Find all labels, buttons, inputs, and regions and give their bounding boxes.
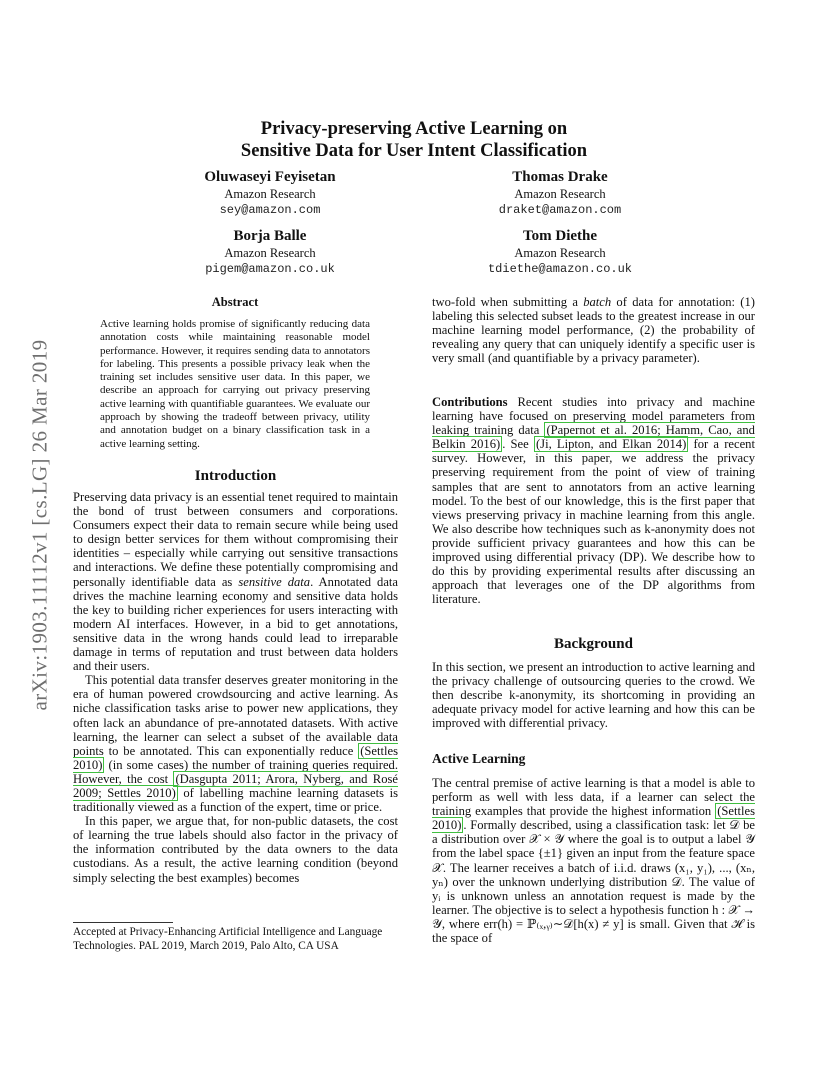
contributions-paragraph	[432, 395, 755, 606]
paragraph: two-fold when submitting a batch of data for annotation: (1) labeling this selected subset leads to the greatest increase in our machine learning model performance, (2) the probability of revealing any query that can uniquely identify a specific user is very small (and quantifiable by a privacy parameter).	[432, 295, 755, 366]
author-name: Borja Balle	[233, 228, 307, 244]
introduction-body	[73, 490, 398, 885]
author-name: Tom Diethe	[522, 228, 598, 244]
paragraph: In this paper, we argue that, for non-public datasets, the cost of learning the true labels should also factor in the privacy of the information contributed by the data owners to the data custodians. As a result, the active learning condition (beyond simply selecting the best examples) becomes	[73, 814, 398, 885]
footnote-rule	[73, 922, 173, 923]
author-email: sey@amazon.com	[219, 203, 321, 217]
author-name: Thomas Drake	[512, 169, 608, 185]
author-block	[435, 227, 685, 277]
arxiv-sidebar	[27, 280, 52, 770]
citation-link[interactable]: (Ji, Lipton, and Elkan 2014)	[535, 437, 687, 452]
author-name: Oluwaseyi Feyisetan	[204, 169, 336, 185]
background-paragraph: In this section, we present an introduction to active learning and the privacy challenge of outsourcing queries to the crowd. We then describe k-anonymity, its shortcoming in providing an adequate privacy model for active learning and how this can be improved with differential privacy.	[432, 660, 755, 731]
abstract-text: Active learning holds promise of significantly reducing data annotation costs while maintaining reasonable model performance. However, it requires sending data to annotators for labeling. This presents a possible privacy leak when the training set includes sensitive user data. In this paper, we describe an approach for carrying out privacy preserving active learning with quantifiable guarantees. We evaluate our approach by showing the tradeoff between privacy, utility and annotation budget on a binary classification task in a active learning setting.	[100, 318, 370, 450]
abstract-heading: Abstract	[211, 295, 259, 309]
citation-link[interactable]: (Dasgupta 2011; Arora, Nyberg, and Rosé 2009; Settles 2010)	[73, 771, 398, 800]
active-learning-paragraph	[432, 776, 755, 945]
background-heading: Background	[554, 636, 633, 652]
author-block	[145, 227, 395, 277]
arxiv-identifier: arXiv:1903.11112v1 [cs.LG] 26 Mar 2019	[27, 339, 52, 711]
author-block	[435, 168, 685, 218]
author-email: pigem@amazon.co.uk	[205, 262, 335, 276]
author-affiliation: Amazon Research	[224, 187, 316, 201]
paper-title	[0, 118, 828, 162]
citation-link[interactable]: (Papernot et al. 2016; Hamm, Cao, and Belkin 2016)	[432, 423, 755, 452]
paragraph: This potential data transfer deserves greater monitoring in the era of human powered crowdsourcing and active learning. As niche classification tasks arise to power new applications, they often lack an abundance of pre-annotated datasets. With active learning, the learner can select a subset of the available data points to be annotated. This can exponentially reduce (Settles 2010) (in some cases) the number of training queries required. However, the cost (Dasgupta 2011; Arora, Nyberg, and Rosé 2009; Settles 2010) of labelling machine learning datasets is traditionally viewed as a function of the expert, time or price.	[73, 673, 398, 815]
author-block	[145, 168, 395, 218]
right-column-continuation	[432, 295, 755, 365]
title-line-2: Sensitive Data for User Intent Classification	[240, 141, 588, 161]
author-affiliation: Amazon Research	[224, 246, 316, 260]
paragraph: The central premise of active learning is that a model is able to perform as well with less data, if a learner can select the training examples that provide the highest information (Settles 2010) . Formally described, using a classification task: let 𝒟 be a distribution over 𝒳 × 𝒴 where the goal is to output a label 𝒴 from the label space {±1} given an input from the feature space 𝒳. The learner receives a batch of i.i.d. draws (x₁, y₁), ..., (xₙ, yₙ) over the unknown underlying distribution 𝒟. The value of yᵢ is unknown unless an annotation request is made by the learner. The objective is to select a hypothesis function h : 𝒳 → 𝒴, where err(h) = ℙ₍ₓ,ᵧ₎∼𝒟[h(x) ≠ y] is small. Given that ℋ is the space of	[432, 776, 755, 946]
author-email: draket@amazon.com	[498, 203, 622, 217]
footnote: Accepted at Privacy-Enhancing Artificial Intelligence and Language Technologies. PAL 2019, March 2019, Palo Alto, CA USA	[73, 926, 383, 952]
author-affiliation: Amazon Research	[514, 246, 606, 260]
contributions-label: Contributions	[432, 395, 508, 409]
paragraph: Preserving data privacy is an essential tenet required to maintain the bond of trust between consumers and corporations. Consumers expect their data to remain secure while being used to design better services for them without compromising their identities – especially while carrying out sensitive transactions and interactions. We define these potentially compromising and personally identifiable data as sensitive data. Annotated data drives the machine learning economy and sensitive data holds the key to building richer experiences for users interacting with modern AI interfaces. However, in a bid to get annotations, sensitive data in the wrong hands could lead to irreparable damage in terms of reputation and trust between data holders and their users.	[73, 490, 399, 674]
citation-link[interactable]: (Settles 2010)	[432, 804, 755, 833]
author-affiliation: Amazon Research	[514, 187, 606, 201]
paragraph: Contributions Recent studies into privacy and machine learning have focused on preserving model parameters from leaking training data (Papernot et al. 2016; Hamm, Cao, and Belkin 2016) . See (Ji, Lipton, and Elkan 2014) for a recent survey. However, in this paper, we address the privacy preserving requirement from the point of view of training samples that are sent to annotators from an active learning model. To the best of our knowledge, this is the first paper that views preserving privacy in machine learning from this angle. We also describe how techniques such as k-anonymity does not provide sufficient privacy guarantees and how this can be improved using differential privacy (DP). We describe how to do this by providing experimental results after discussing an approach that leverages one of the DP algorithms from literature.	[432, 395, 755, 607]
active-learning-heading: Active Learning	[432, 751, 526, 766]
introduction-heading: Introduction	[194, 468, 277, 484]
citation-link[interactable]: (Settles 2010)	[73, 743, 398, 772]
title-line-1: Privacy-preserving Active Learning on	[260, 119, 568, 139]
author-email: tdiethe@amazon.co.uk	[487, 262, 633, 276]
